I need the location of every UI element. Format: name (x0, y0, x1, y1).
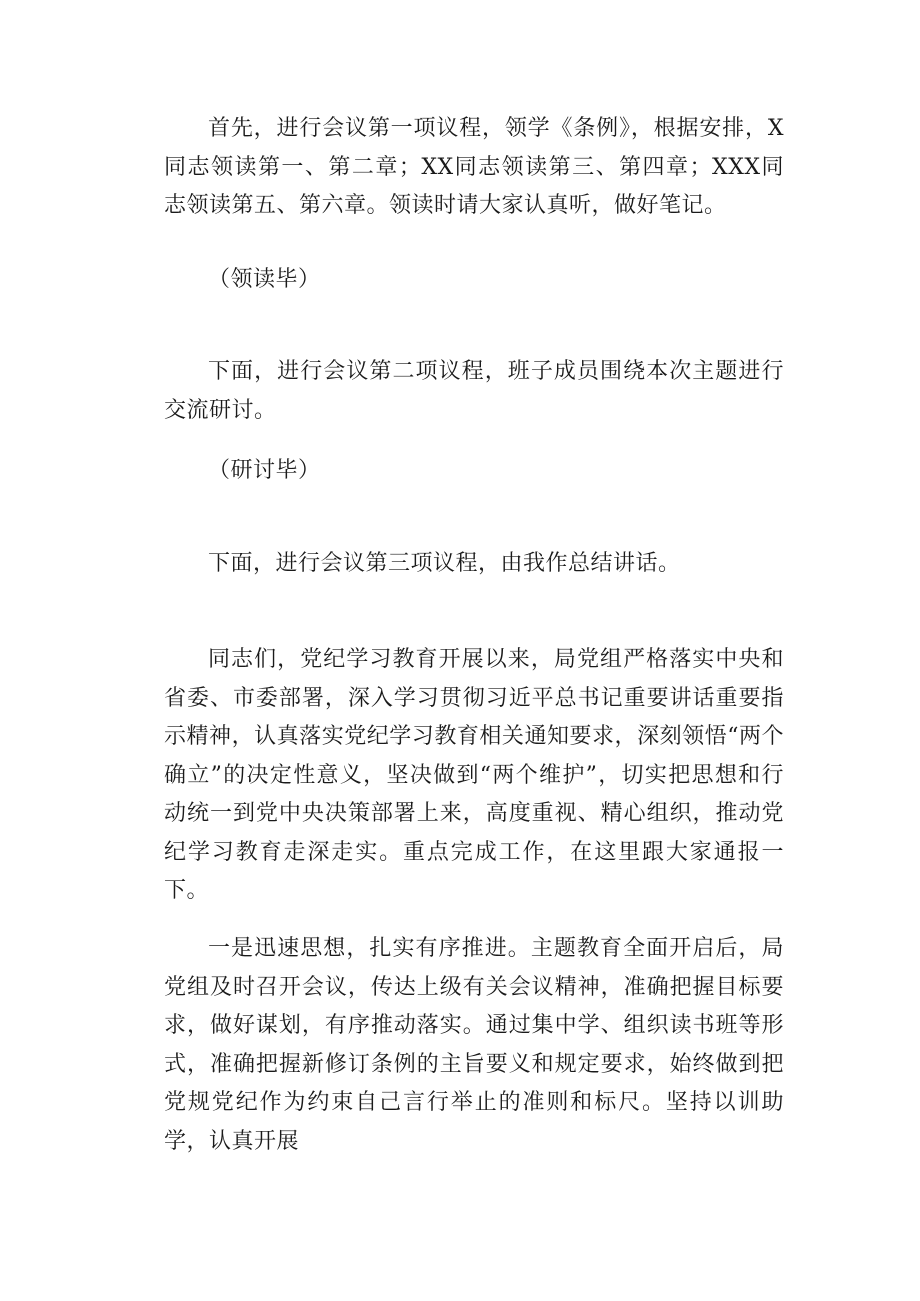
paragraph-summary-intro: 同志们，党纪学习教育开展以来，局党组严格落实中央和省委、市委部署，深入学习贯彻习近平总书记重要讲话重要指示精神，认真落实党纪学习教育相关通知要求，深刻领悟“两个确立”的决定性意义，坚决做到“两个维护”，切实把思想和行动统一到党中央决策部署上来，高度重视、精心组织，推动党纪学习教育走深走实。重点完成工作，在这里跟大家通报一下。 (164, 647, 784, 903)
note-reading-finished: （领读毕） (208, 267, 321, 292)
paragraph-point-one: 一是迅速思想，扎实有序推进。主题教育全面开启后，局党组及时召开会议，传达上级有关会议精神，准确把握目标要求，做好谋划，有序推动落实。通过集中学、组织读书班等形式，准确把握新修订条例的主旨要义和规定要求，始终做到把党规党纪作为约束自己言行举止的准则和标尺。坚持以训助学，认真开展 (164, 936, 784, 1154)
paragraph-agenda-one: 首先，进行会议第一项议程，领学《条例》，根据安排，X同志领读第一、第二章；XX同志领读第三、第四章；XXX同志领读第五、第六章。领读时请大家认真听，做好笔记。 (164, 116, 784, 218)
paragraph-agenda-three: 下面，进行会议第三项议程，由我作总结讲话。 (208, 551, 681, 576)
paragraph-agenda-two: 下面，进行会议第二项议程，班子成员围绕本次主题进行交流研讨。 (164, 359, 784, 423)
note-discussion-finished: （研讨毕） (208, 458, 321, 483)
